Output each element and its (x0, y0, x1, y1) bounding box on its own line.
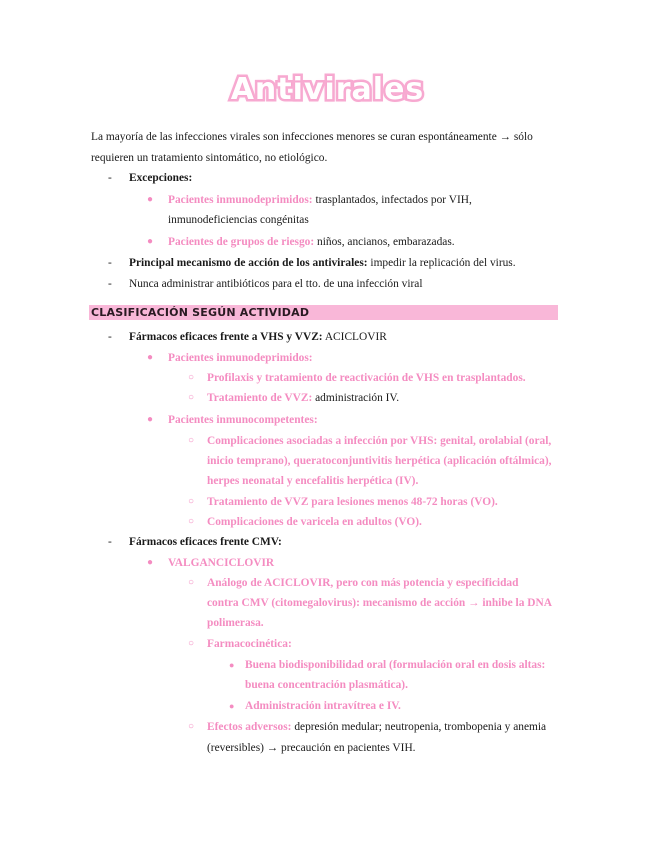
cmv-admin: Administración intravítrea e IV. (245, 700, 401, 712)
vhs-complicaciones-2: inicio temprano), queratoconjuntivitis herpética (aplicación oftálmica), (207, 455, 552, 467)
inmuno-text: trasplantados, infectados por VIH, (312, 194, 472, 206)
vhs-varicela: Complicaciones de varicela en adultos (VO). (207, 516, 422, 528)
cmv-label: Fármacos eficaces frente CMV: (129, 536, 282, 548)
inmuno-label: Pacientes inmunodeprimidos: (168, 194, 313, 206)
bullet-marker: ● (229, 701, 235, 711)
section-title: CLASIFICACIÓN SEGÚN ACTIVIDAD (91, 306, 310, 319)
vhs-complicaciones-3: herpes neonatal y encefalitis herpética (IV). (207, 475, 419, 487)
excepciones-inmuno-line (168, 192, 472, 208)
intro-line-2: requieren un tratamiento sintomático, no etiológico. (91, 152, 328, 164)
excepciones-label: Excepciones: (129, 172, 193, 184)
cmv-farmacocinetica: Farmacocinética: (207, 638, 292, 650)
bullet-marker: ● (147, 557, 154, 568)
tratamiento-text: administración IV. (312, 392, 400, 404)
vhs-tratamiento-line (207, 390, 399, 406)
circle-marker: ○ (188, 392, 195, 403)
cmv-analogo-1: Análogo de ACICLOVIR, pero con más potencia y especificidad (207, 577, 519, 589)
bullet-marker: ● (147, 352, 154, 363)
vhs-lesiones: Tratamiento de VVZ para lesiones menos 48-72 horas (VO). (207, 496, 498, 508)
title-container (0, 72, 655, 107)
cmv-efectos-line (207, 719, 546, 735)
vhs-line (129, 329, 387, 345)
circle-marker: ○ (188, 496, 195, 507)
riesgo-label: Pacientes de grupos de riesgo: (168, 236, 315, 248)
bullet-marker: ● (147, 236, 154, 247)
tratamiento-label: Tratamiento de VVZ: (207, 392, 313, 404)
circle-marker: ○ (188, 516, 195, 527)
intro-line-1: La mayoría de las infecciones virales son infecciones menores se curan espontáneamente → sólo (91, 131, 533, 143)
vhs-text: ACICLOVIR (322, 331, 387, 343)
efectos-label: Efectos adversos: (207, 721, 292, 733)
vhs-complicaciones-1: Complicaciones asociadas a infección por VHS: genital, orolabial (oral, (207, 435, 552, 447)
dash-marker: - (108, 257, 112, 269)
vhs-label: Fármacos eficaces frente a VHS y VVZ: (129, 331, 323, 343)
cmv-biodisp-1: Buena biodisponibilidad oral (formulación oral en dosis altas: (245, 659, 546, 671)
cmv-efectos-2: (reversibles) → precaución en pacientes VIH. (207, 742, 416, 754)
vhs-profilaxis: Profilaxis y tratamiento de reactivación de VHS en trasplantados. (207, 372, 526, 384)
mecanismo-text: impedir la replicación del virus. (367, 257, 516, 269)
riesgo-text: niños, ancianos, embarazadas. (314, 236, 455, 248)
cmv-analogo-2: contra CMV (citomegalovirus): mecanismo de acción → inhibe la DNA (207, 597, 552, 609)
bullet-marker: ● (229, 660, 235, 670)
cmv-drug: VALGANCICLOVIR (168, 557, 275, 569)
bullet-marker: ● (147, 194, 154, 205)
efectos-text: depresión medular; neutropenia, trombopenia y anemia (291, 721, 547, 733)
mecanismo-label: Principal mecanismo de acción de los antivirales: (129, 257, 368, 269)
dash-marker: - (108, 536, 112, 548)
dash-marker: - (108, 172, 112, 184)
vhs-inmunocompetentes: Pacientes inmunocompetentes: (168, 414, 318, 426)
circle-marker: ○ (188, 638, 195, 649)
page-title: Antivirales (230, 72, 425, 107)
bullet-marker: ● (147, 414, 154, 425)
cmv-biodisp-2: buena concentración plasmática). (245, 679, 408, 691)
circle-marker: ○ (188, 372, 195, 383)
circle-marker: ○ (188, 435, 195, 446)
nunca-line: Nunca administrar antibióticos para el tto. de una infección viral (129, 278, 423, 290)
circle-marker: ○ (188, 577, 195, 588)
excepciones-riesgo-line (168, 234, 455, 250)
cmv-analogo-3: polimerasa. (207, 617, 264, 629)
vhs-inmunodeprimidos: Pacientes inmunodeprimidos: (168, 352, 313, 364)
dash-marker: - (108, 278, 112, 290)
dash-marker: - (108, 331, 112, 343)
mecanismo-line (129, 255, 516, 271)
circle-marker: ○ (188, 721, 195, 732)
inmuno-text-2: inmunodeficiencias congénitas (168, 214, 309, 226)
